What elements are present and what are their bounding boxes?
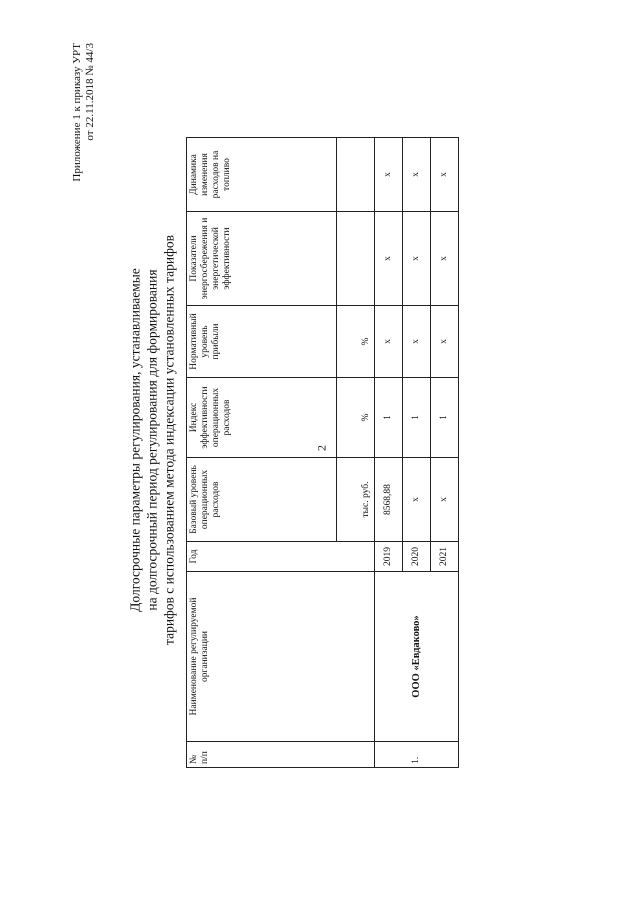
table-header-row xyxy=(187,138,337,768)
cell-fuel: х xyxy=(431,138,459,212)
cell-profit: х xyxy=(375,306,403,378)
title-line-3: тарифов с использованием метода индексации установленных тарифов xyxy=(161,235,177,645)
unit-energy xyxy=(337,212,375,306)
header-profit: Нормативный уровень прибыли xyxy=(187,306,337,378)
cell-base: х xyxy=(403,458,431,542)
unit-base: тыс. руб. xyxy=(337,458,375,542)
header-energy: Показатели энергосбережения и энергетической эффективности xyxy=(187,212,337,306)
header-base: Базовый уровень операционных расходов xyxy=(187,458,337,542)
cell-index: 1 xyxy=(431,378,459,458)
title-line-2: на долгосрочный период регулирования для формирования xyxy=(144,269,160,611)
document-title xyxy=(127,220,178,660)
cell-profit: х xyxy=(431,306,459,378)
org-name: ООО «Евдаково» xyxy=(375,572,459,742)
cell-energy: х xyxy=(431,212,459,306)
header-org: Наименование регулируемой организации xyxy=(187,572,375,742)
cell-fuel: х xyxy=(403,138,431,212)
annex-line-1: Приложение 1 к приказу УРТ xyxy=(71,43,83,182)
parameters-table-container xyxy=(186,138,458,768)
org-number: 1. xyxy=(375,742,459,768)
table-row xyxy=(375,138,403,768)
cell-energy: х xyxy=(375,212,403,306)
cell-profit: х xyxy=(403,306,431,378)
cell-energy: х xyxy=(403,212,431,306)
cell-index: 1 xyxy=(403,378,431,458)
cell-base: 8568,88 xyxy=(375,458,403,542)
title-line-1: Долгосрочные параметры регулирования, устанавливаемые xyxy=(127,268,143,612)
unit-fuel xyxy=(337,138,375,212)
parameters-table xyxy=(186,137,459,768)
unit-profit: % xyxy=(337,306,375,378)
cell-index: 1 xyxy=(375,378,403,458)
cell-year: 2019 xyxy=(375,542,403,572)
header-year: Год xyxy=(187,542,375,572)
cell-fuel: х xyxy=(375,138,403,212)
cell-base: х xyxy=(431,458,459,542)
annex-reference xyxy=(71,43,97,213)
unit-index: % xyxy=(337,378,375,458)
cell-year: 2021 xyxy=(431,542,459,572)
page-number: 2 xyxy=(314,445,329,451)
header-fuel: Динамика изменения расходов на топливо xyxy=(187,138,337,212)
cell-year: 2020 xyxy=(403,542,431,572)
annex-line-2: от 22.11.2018 № 44/3 xyxy=(84,43,96,141)
header-index: Индекс эффективности операционных расходов xyxy=(187,378,337,458)
header-num: № п/п xyxy=(187,742,375,768)
